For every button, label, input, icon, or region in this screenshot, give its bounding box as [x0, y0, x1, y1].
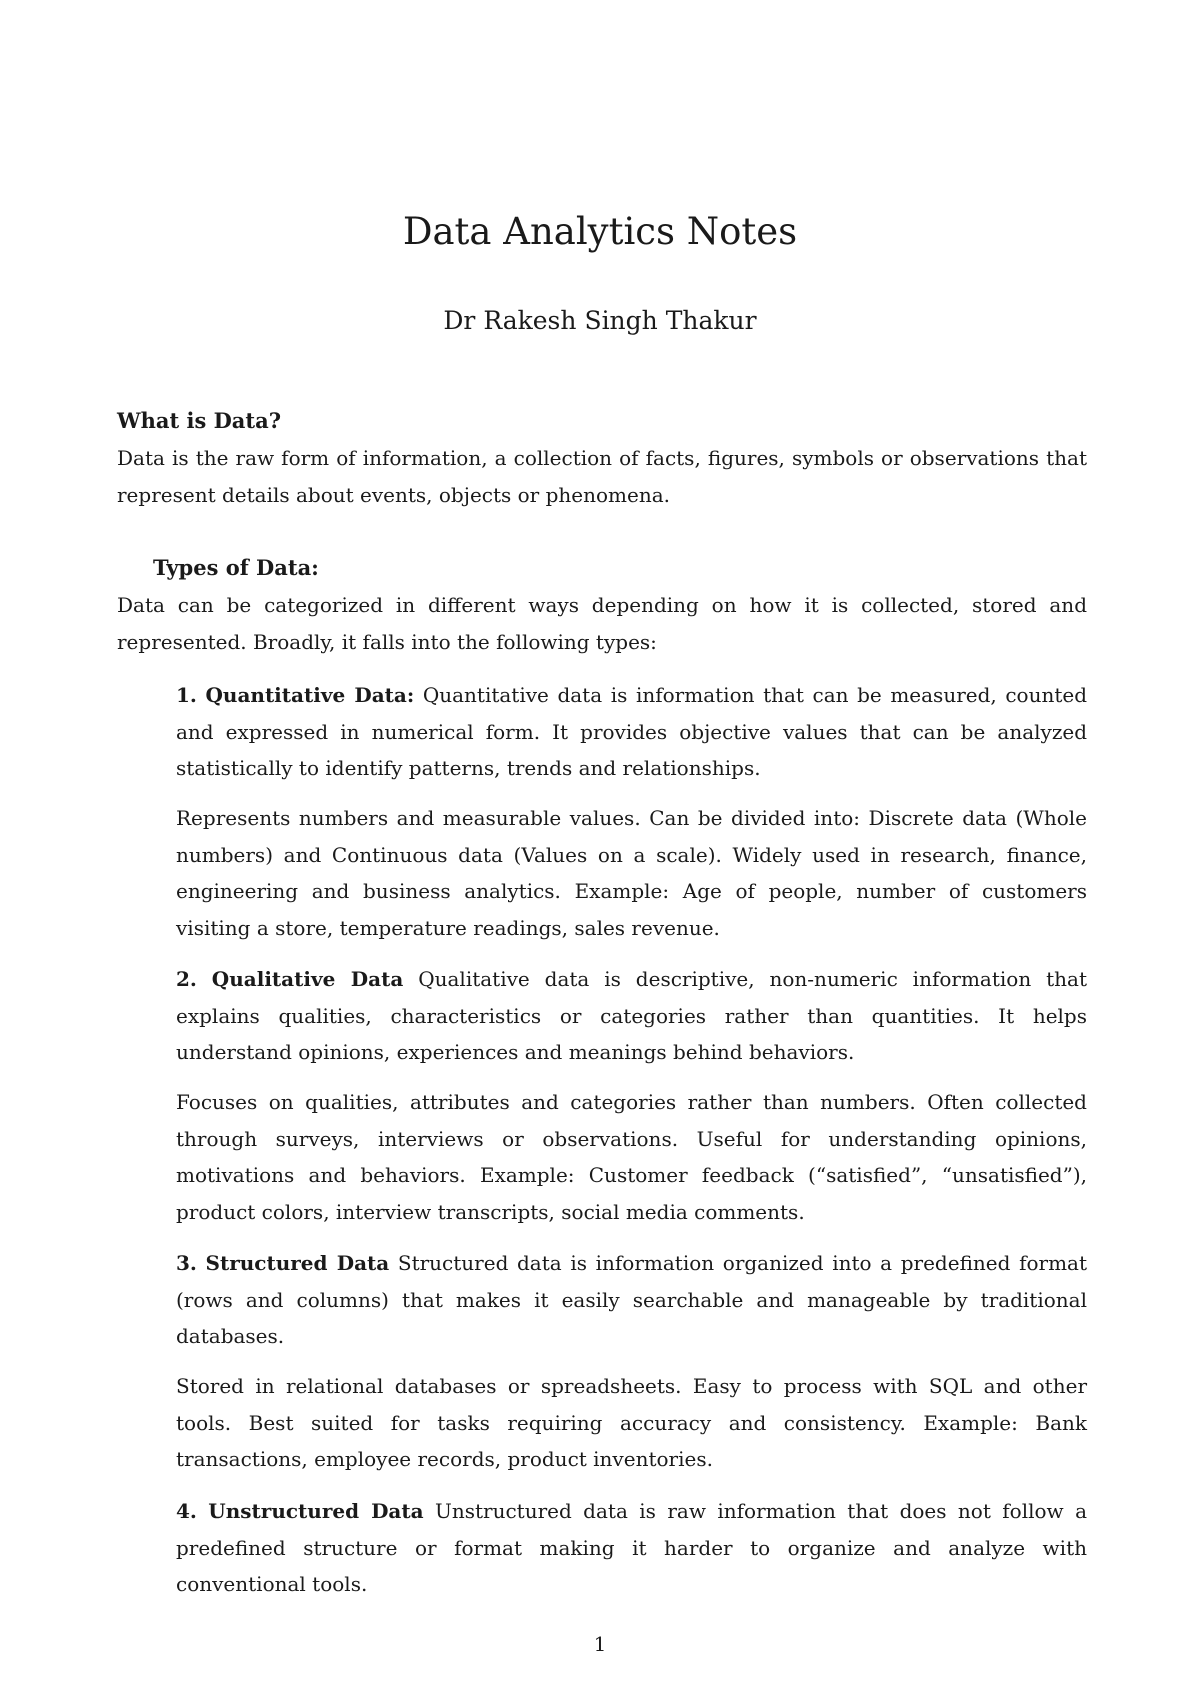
- document-title: Data Analytics Notes: [402, 210, 798, 253]
- section-heading-types-of-data: Types of Data:: [153, 555, 319, 580]
- list-item-title: Unstructured Data: [208, 1499, 424, 1523]
- list-item-description: Structured data is information organized into a predefined format (rows and columns) that makes it easily searchable and manageable by traditional databases.: [176, 1251, 1087, 1348]
- list-item-description: Qualitative data is descriptive, non-numeric information that explains qualities, characteristics or categories rather than quantities. It helps understand opinions, experiences and meanings behind behaviors.: [176, 967, 1087, 1064]
- list-item-details-structured: Stored in relational databases or spreadsheets. Easy to process with SQL and other tools. Best suited for tasks requiring accuracy and consistency. Example: Bank transactions, employee records, product inventories.: [176, 1374, 1087, 1471]
- list-item-title: Quantitative Data:: [205, 683, 415, 707]
- list-item-number: 1.: [176, 683, 197, 707]
- list-item-title: Structured Data: [205, 1251, 390, 1275]
- types-of-data-intro: Data can be categorized in different ways depending on how it is collected, stored and represented. Broadly, it falls into the following types:: [117, 593, 1087, 654]
- list-item-number: 3.: [176, 1251, 197, 1275]
- list-item-details-quantitative: Represents numbers and measurable values. Can be divided into: Discrete data (Whole numbers) and Continuous data (Values on a scale). Widely used in research, finance, engineering and business analytics. Example: Age of people, number of customers visiting a store, temperature readings, sales revenue.: [176, 806, 1087, 940]
- list-item-details-qualitative: Focuses on qualities, attributes and categories rather than numbers. Often collected through surveys, interviews or observations. Useful for understanding opinions, motivations and behaviors. Example: Customer feedback (“satisfied”, “unsatisfied”), product colors, interview transcripts, social media comments.: [176, 1090, 1087, 1224]
- section-heading-what-is-data: What is Data?: [117, 408, 282, 433]
- page-number: 1: [593, 1632, 607, 1656]
- document-author: Dr Rakesh Singh Thakur: [443, 306, 757, 335]
- list-item-structured: [176, 1245, 1087, 1355]
- list-item-description: Quantitative data is information that can be measured, counted and expressed in numerical form. It provides objective values that can be analyzed statistically to identify patterns, trends and relationships.: [176, 683, 1088, 780]
- list-item-number: 2.: [176, 967, 197, 991]
- list-item-quantitative: [176, 677, 1087, 787]
- list-item-title: Qualitative Data: [211, 967, 404, 991]
- list-item-qualitative: [176, 961, 1087, 1071]
- list-item-unstructured: [176, 1493, 1087, 1603]
- list-item-number: 4.: [176, 1499, 197, 1523]
- what-is-data-paragraph: Data is the raw form of information, a collection of facts, figures, symbols or observations that represent details about events, objects or phenomena.: [117, 446, 1087, 507]
- list-item-description: Unstructured data is raw information that does not follow a predefined structure or format making it harder to organize and analyze with conventional tools.: [176, 1499, 1087, 1596]
